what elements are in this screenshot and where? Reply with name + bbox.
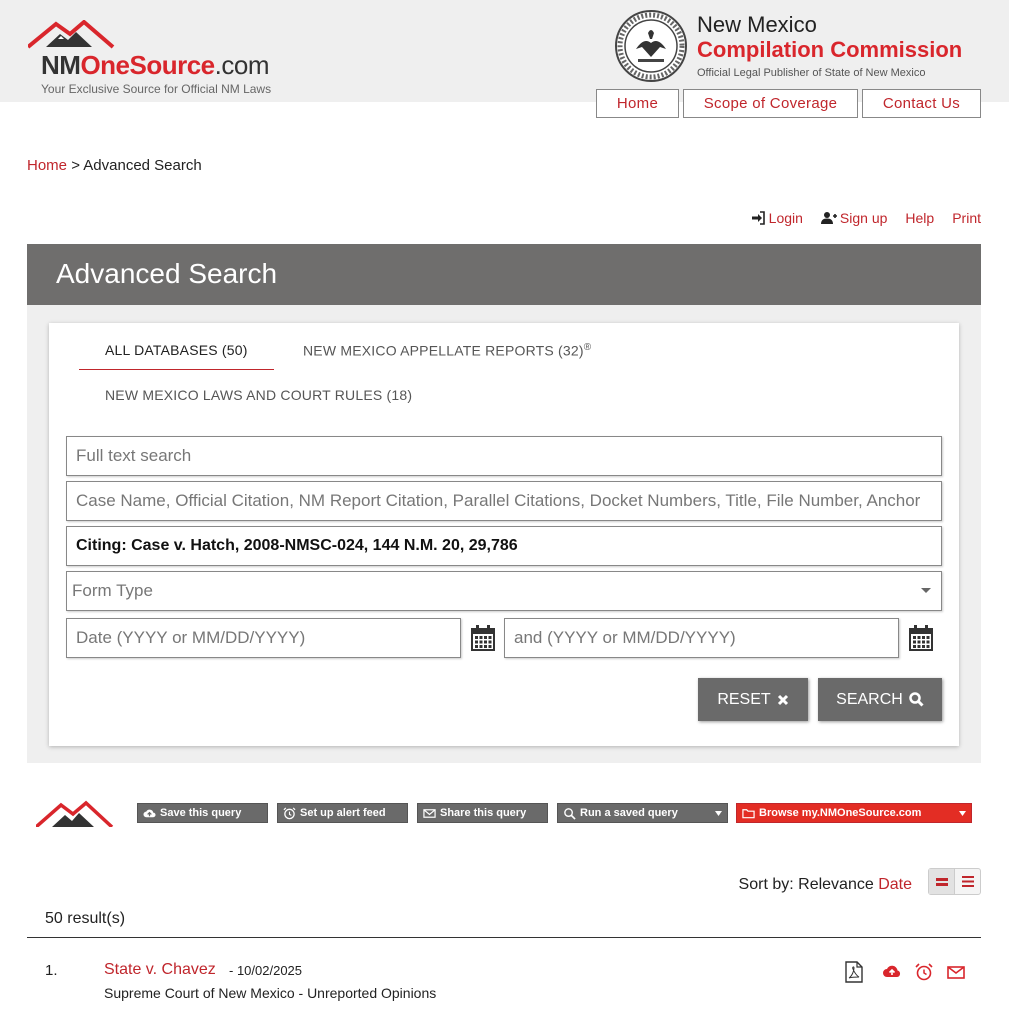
results-divider [27, 937, 981, 938]
sort-relevance[interactable]: Relevance [798, 876, 874, 893]
commission-title [697, 12, 962, 79]
close-icon [777, 694, 789, 706]
run-saved-query-dropdown[interactable]: Run a saved query [557, 803, 728, 823]
result-date: - 10/02/2025 [229, 963, 303, 978]
cloud-upload-icon[interactable] [882, 961, 902, 983]
search-panel [49, 323, 959, 746]
detailed-view-button[interactable] [929, 869, 955, 894]
sort-date[interactable]: Date [878, 876, 912, 893]
sign-in-icon [751, 211, 765, 225]
result-count: 50 result(s) [45, 910, 126, 927]
caret-down-icon [715, 811, 722, 816]
search-icon [563, 807, 576, 820]
signup-link[interactable]: Sign up [821, 210, 887, 226]
save-query-button[interactable]: Save this query [137, 803, 268, 823]
active-tab-underline [79, 369, 274, 370]
form-type-select[interactable]: Form Type [66, 571, 942, 611]
breadcrumb [27, 157, 202, 174]
mountain-logo-small [36, 800, 116, 827]
folder-icon [742, 807, 755, 820]
tab-laws-and-court-rules[interactable]: NEW MEXICO LAWS AND COURT RULES (18) [105, 387, 413, 403]
logo-tagline: Your Exclusive Source for Official NM Laws [41, 82, 272, 96]
commission-line3: Official Legal Publisher of State of New Mexico [697, 67, 926, 79]
commission-line1: New Mexico [697, 12, 817, 37]
view-toggle [928, 868, 981, 895]
cloud-upload-icon [143, 807, 156, 820]
tab-all-databases[interactable]: ALL DATABASES (50) [105, 342, 248, 358]
browse-my-nmonesource-dropdown[interactable]: Browse my.NMOneSource.com [736, 803, 972, 823]
result-court: Supreme Court of New Mexico - Unreported Opinions [104, 985, 437, 1001]
envelope-icon[interactable] [946, 961, 966, 983]
full-text-search-input[interactable]: Full text search [66, 436, 942, 476]
date-to-input[interactable]: and (YYYY or MM/DD/YYYY) [504, 618, 899, 658]
sort-label: Sort by: [738, 876, 794, 893]
state-seal-icon [614, 9, 688, 83]
nav-home[interactable]: Home [596, 89, 679, 118]
alarm-clock-icon[interactable] [914, 961, 934, 983]
calendar-icon[interactable] [909, 625, 933, 651]
login-link[interactable]: Login [751, 210, 803, 226]
citation-search-input[interactable]: Case Name, Official Citation, NM Report Citation, Parallel Citations, Docket Numbers, Title, File Number, Anchor [66, 481, 942, 521]
alert-feed-button[interactable]: Set up alert feed [277, 803, 408, 823]
citing-input[interactable]: Citing: Case v. Hatch, 2008-NMSC-024, 144 N.M. 20, 29,786 [66, 526, 942, 566]
commission-line2: Compilation Commission [697, 37, 963, 62]
pdf-icon[interactable] [844, 961, 864, 983]
tab-appellate-reports[interactable]: NEW MEXICO APPELLATE REPORTS (32)® [303, 342, 592, 359]
site-header [0, 0, 1009, 112]
print-link[interactable]: Print [952, 210, 981, 226]
logo-brand: NMOneSource.com [41, 50, 269, 80]
breadcrumb-home[interactable]: Home [27, 157, 68, 174]
search-button[interactable]: SEARCH [818, 678, 942, 721]
result-title-link[interactable]: State v. Chavez [104, 961, 216, 978]
compact-list-icon [962, 876, 974, 887]
nmonesource-logo[interactable] [28, 20, 308, 100]
sort-bar [739, 876, 912, 894]
help-link[interactable]: Help [905, 210, 935, 226]
user-plus-icon [821, 211, 837, 225]
search-icon [909, 692, 924, 707]
dropdown-caret-icon [920, 587, 932, 595]
envelope-icon [423, 807, 436, 820]
page-title: Advanced Search [27, 244, 981, 305]
result-number: 1. [45, 962, 58, 979]
alarm-clock-icon [283, 807, 296, 820]
share-query-button[interactable]: Share this query [417, 803, 548, 823]
compact-view-button[interactable] [955, 869, 980, 894]
date-from-input[interactable]: Date (YYYY or MM/DD/YYYY) [66, 618, 461, 658]
mountain-logo-icon [36, 800, 116, 827]
nav-contact-us[interactable]: Contact Us [862, 89, 981, 118]
mountain-logo-icon [28, 20, 118, 50]
caret-down-icon [959, 811, 966, 816]
nav-scope-of-coverage[interactable]: Scope of Coverage [683, 89, 858, 118]
reset-button[interactable]: RESET [698, 678, 808, 721]
breadcrumb-separator: > [71, 157, 80, 174]
user-links [751, 210, 981, 226]
detailed-list-icon [936, 877, 948, 887]
calendar-icon[interactable] [471, 625, 495, 651]
breadcrumb-current: Advanced Search [83, 157, 202, 174]
